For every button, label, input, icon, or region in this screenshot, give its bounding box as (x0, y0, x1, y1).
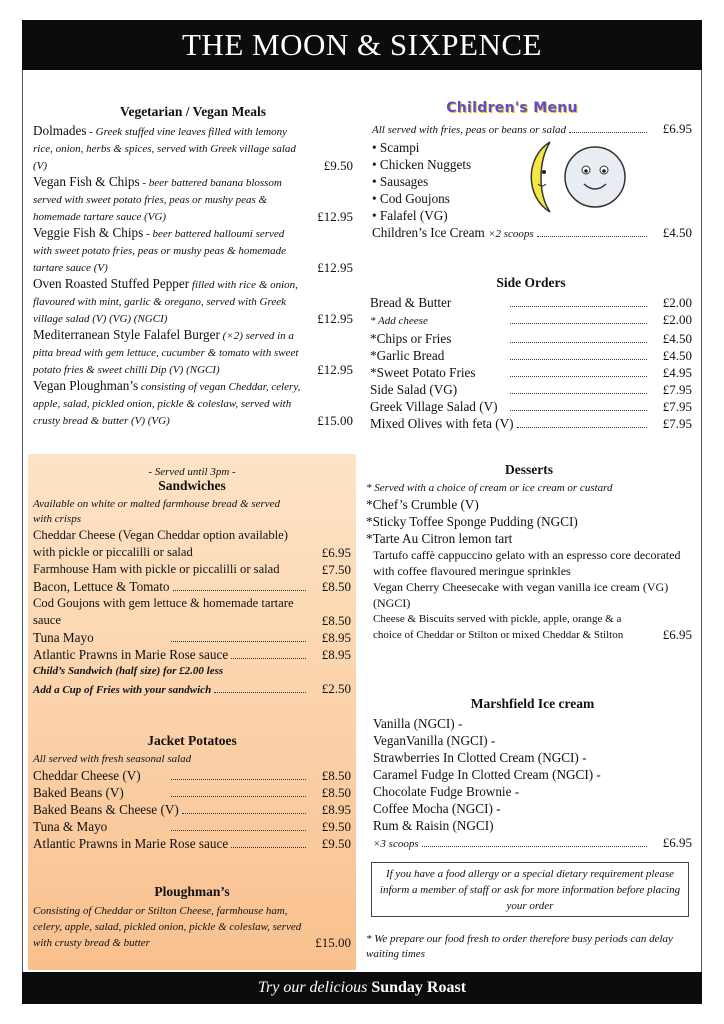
cheese-biscuits: Cheese & Biscuits served with pickle, apple, orange & a choice of Cheddar or Stilton or mixed Cheddar & Stilton (373, 613, 624, 641)
side-item-label: *Chips or Fries (370, 331, 452, 346)
side-item-label: Greek Village Salad (V) (370, 399, 498, 414)
veg-item (33, 378, 353, 429)
fries-label: Add a Cup of Fries with your sandwich (33, 684, 212, 696)
veg-item-desc: (×2) served in a pitta bread with gem lettuce, cucumber & tomato with sweet potato fries & sweet chilli Dip (V) (NGCI) (33, 330, 299, 376)
jacket-item-price: £9.50 (321, 836, 351, 851)
veg-item-price: £12.95 (317, 311, 353, 326)
side-item (370, 311, 692, 330)
veg-item (33, 225, 353, 276)
icecream-flavour: Strawberries In Clotted Cream (NGCI) - (373, 750, 587, 765)
veg-item-price: £12.95 (317, 260, 353, 275)
page-title: THE MOON & SIXPENCE (22, 20, 702, 70)
side-item (370, 364, 692, 381)
fresh-notice: * We prepare our food fresh to order therefore busy periods can delay waiting times (366, 933, 673, 960)
moon-and-sixpence-illustration (520, 132, 630, 222)
kids-item: • Scampi (372, 140, 420, 155)
veg-section (33, 104, 353, 429)
sandwich-section (33, 466, 351, 699)
veg-item-name: Mediterranean Style Falafel Burger (33, 327, 220, 342)
side-item-label: *Sweet Potato Fries (370, 365, 476, 380)
jacket-item (33, 801, 351, 818)
jacket-item-price: £8.95 (321, 802, 351, 817)
side-item-price: £2.00 (662, 295, 692, 310)
veg-item-name: Veggie Fish & Chips (33, 225, 144, 240)
kids-intro: All served with fries, peas or beans or salad (372, 124, 567, 136)
jacket-item-label: Baked Beans (V) (33, 785, 124, 800)
veg-item-desc: filled with rice & onion, flavoured with mint, garlic & oregano, served with Greek village salad (V) (VG) (NGCI) (33, 279, 298, 325)
footer-banner: Try our delicious Sunday Roast (22, 972, 702, 1004)
sandwich-item (33, 561, 351, 578)
jacket-item (33, 818, 351, 835)
icecream-list (373, 715, 692, 834)
sides-list (370, 294, 692, 432)
side-item (370, 347, 692, 364)
kids-icecream: Children’s Ice Cream ×2 scoops (372, 225, 534, 240)
desserts-intro: * Served with a choice of cream or ice cream or custard (366, 482, 613, 494)
ploughman-section (33, 884, 351, 951)
sandwich-item (33, 595, 351, 629)
sandwich-item (33, 646, 351, 663)
ploughman-price: £15.00 (315, 935, 351, 950)
veg-item (33, 327, 353, 378)
sandwich-item-label: Farmhouse Ham with pickle or piccalilli or salad (33, 562, 280, 576)
veg-item-price: £15.00 (317, 413, 353, 428)
served-until: - Served until 3pm - (148, 466, 236, 478)
veg-item-name: Vegan Fish & Chips (33, 174, 140, 189)
dessert-item: *Chef’s Crumble (V) (366, 497, 479, 512)
veg-item-name: Dolmades (33, 123, 87, 138)
kids-section (372, 100, 692, 243)
sandwich-item-label: Atlantic Prawns in Marie Rose sauce (33, 647, 229, 662)
kids-price: £6.95 (662, 121, 692, 136)
kids-item: • Sausages (372, 174, 429, 189)
jacket-item (33, 835, 351, 852)
veg-item (33, 276, 353, 327)
kids-heading: Children's Menu (446, 100, 578, 116)
sandwich-item-label: Tuna Mayo (33, 630, 94, 645)
side-item-price: £7.95 (662, 399, 692, 414)
veg-item-price: £9.50 (323, 158, 353, 173)
kids-icecream-price: £4.50 (662, 225, 692, 240)
side-item (370, 398, 692, 415)
sides-heading: Side Orders (496, 275, 566, 290)
sandwich-item-price: £7.50 (321, 562, 351, 577)
kids-icecream-row (372, 224, 692, 243)
veg-list (33, 123, 353, 429)
jacket-item-price: £9.50 (321, 819, 351, 834)
jacket-item-label: Tuna & Mayo (33, 819, 108, 834)
sandwich-item (33, 527, 351, 561)
side-item (370, 381, 692, 398)
veg-item (33, 174, 353, 225)
jacket-item-label: Atlantic Prawns in Marie Rose sauce (33, 836, 229, 851)
ploughman-desc: Consisting of Cheddar or Stilton Cheese, farmhouse ham, celery, apple, salad, pickled onion, pickle & coleslaw, served with crusty bread & butter (33, 905, 302, 949)
jacket-item-label: Cheddar Cheese (V) (33, 768, 141, 783)
veg-heading: Vegetarian / Vegan Meals (119, 104, 267, 119)
side-item-label: Bread & Butter (370, 295, 452, 310)
kids-item: • Chicken Nuggets (372, 157, 472, 172)
veg-item-desc: - beer battered halloumi served with sweet potato fries, peas or mushy peas & homemade tartare sauce (V) (33, 228, 286, 274)
icecream-flavour: Caramel Fudge In Clotted Cream (NGCI) - (373, 767, 601, 782)
icecream-flavour: Vanilla (NGCI) - (373, 716, 463, 731)
side-item-price: £2.00 (662, 312, 692, 327)
icecream-flavour: Chocolate Fudge Brownie - (373, 784, 520, 799)
side-item (370, 415, 692, 432)
side-item-price: £4.50 (662, 348, 692, 363)
jacket-heading: Jacket Potatoes (147, 733, 237, 748)
side-item-price: £4.50 (662, 331, 692, 346)
side-item (370, 330, 692, 347)
icecream-price: £6.95 (662, 835, 692, 850)
kids-item: • Cod Goujons (372, 191, 450, 206)
icecream-flavour: VeganVanilla (NGCI) - (373, 733, 496, 748)
veg-item-desc: - beer battered banana blossom served with sweet potato fries, peas or mushy peas & homemade tartare sauce (VG) (33, 177, 282, 223)
desserts-heading: Desserts (505, 462, 553, 477)
veg-item-name: Oven Roasted Stuffed Pepper (33, 276, 190, 291)
dessert-item: *Sticky Toffee Sponge Pudding (NGCI) (366, 514, 578, 529)
sandwich-item-price: £8.95 (321, 630, 351, 645)
icecream-scoops-row (373, 834, 692, 853)
veg-item-name: Vegan Ploughman’s (33, 378, 139, 393)
desserts-section (366, 462, 692, 643)
jacket-section (33, 733, 351, 852)
sides-section (370, 275, 692, 432)
sandwich-item-label: Bacon, Lettuce & Tomato (33, 579, 170, 594)
allergy-notice: If you have a food allergy or a special dietary requirement please inform a member of staff or ask for more information before placing your order (371, 862, 689, 917)
sandwich-item (33, 578, 351, 595)
sandwich-item-price: £8.95 (321, 647, 351, 662)
jacket-list (33, 767, 351, 852)
side-item-label: Side Salad (VG) (370, 382, 458, 397)
dessert-item: *Tarte Au Citron lemon tart (366, 531, 513, 546)
side-item-price: £7.95 (662, 416, 692, 431)
jacket-item (33, 784, 351, 801)
icecream-section (373, 696, 692, 853)
dessert-item: Vegan Cherry Cheesecake with vegan vanilla ice cream (VG) (NGCI) (373, 580, 669, 610)
sandwich-list (33, 527, 351, 663)
jacket-item (33, 767, 351, 784)
side-item (370, 294, 692, 311)
veg-item-desc: - Greek stuffed vine leaves filled with lemony rice, onion, herbs & spices, served with Greek village salad (V) (33, 126, 296, 172)
side-item-label: Mixed Olives with feta (V) (370, 416, 514, 431)
side-item-label: * Add cheese (370, 315, 428, 327)
icecream-flavour: Coffee Mocha (NGCI) - (373, 801, 501, 816)
icecream-heading: Marshfield Ice cream (470, 696, 595, 711)
kids-item: • Falafel (VG) (372, 208, 448, 223)
icecream-scoops: ×3 scoops (373, 838, 419, 850)
sandwich-item-price: £6.95 (321, 545, 351, 560)
sandwich-intro: Available on white or malted farmhouse bread & served with crisps (33, 498, 281, 525)
side-item-price: £4.95 (662, 365, 692, 380)
sandwich-item-label: Cheddar Cheese (Vegan Cheddar option available) with pickle or piccalilli or salad (33, 528, 288, 559)
jacket-intro: All served with fresh seasonal salad (33, 753, 192, 765)
sandwich-item-price: £8.50 (321, 613, 351, 628)
childs-sandwich: Child’s Sandwich (half size) for £2.00 less (33, 665, 224, 677)
side-item-price: £7.95 (662, 382, 692, 397)
fries-price: £2.50 (321, 681, 351, 696)
veg-item-price: £12.95 (317, 362, 353, 377)
side-item-label: *Garlic Bread (370, 348, 445, 363)
veg-item-desc: consisting of vegan Cheddar, celery, apple, salad, pickled onion, pickle & coleslaw, served with crusty bread & butter (V) (VG) (33, 381, 301, 427)
veg-item (33, 123, 353, 174)
sandwich-heading: Sandwiches (158, 478, 226, 493)
sandwich-item (33, 629, 351, 646)
jacket-item-price: £8.50 (321, 785, 351, 800)
dessert-item: Tartufo caffè cappuccino gelato with an espresso core decorated with coffee flavoured meringue sprinkles (373, 548, 681, 578)
icecream-flavour: Rum & Raisin (NGCI) (373, 818, 494, 833)
jacket-item-price: £8.50 (321, 768, 351, 783)
fries-row (33, 680, 351, 699)
dessert-list (366, 496, 692, 611)
veg-item-price: £12.95 (317, 209, 353, 224)
ploughman-heading: Ploughman’s (154, 884, 230, 899)
cheese-price: £6.95 (662, 627, 692, 642)
jacket-item-label: Baked Beans & Cheese (V) (33, 802, 179, 817)
sandwich-item-label: Cod Goujons with gem lettuce & homemade tartare sauce (33, 596, 294, 627)
sandwich-item-price: £8.50 (321, 579, 351, 594)
